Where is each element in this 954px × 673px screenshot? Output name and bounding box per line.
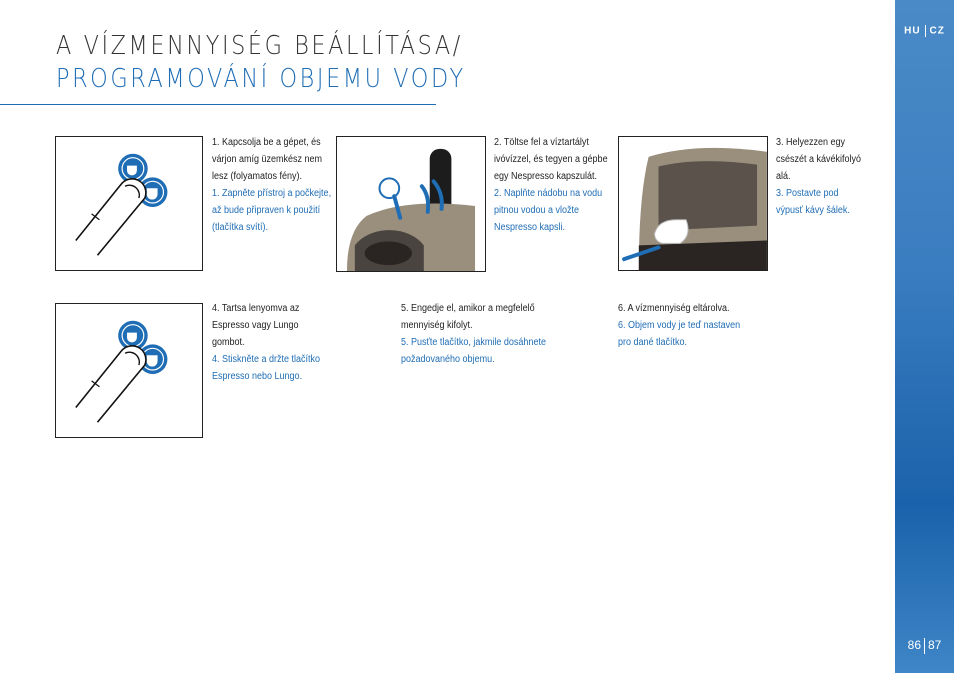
step5-text	[401, 300, 554, 368]
page-numbers	[895, 638, 954, 654]
step1-cz: 1. Zapněte přístroj a počkejte, až bude připraven k použití (tlačítka svítí).	[212, 188, 332, 233]
step2-text	[494, 134, 611, 236]
page-number-right: 87	[928, 638, 942, 653]
step4-hu: 4. Tartsa lenyomva az Espresso vagy Lungo gombot.	[212, 303, 300, 348]
step6-hu: 6. A vízmennyiség eltárolva.	[618, 303, 730, 314]
step3-illustration	[618, 136, 768, 271]
step4-text	[212, 300, 332, 385]
step1-text	[212, 134, 332, 236]
side-tab	[895, 0, 954, 673]
step5-cz: 5. Pusťte tlačítko, jakmile dosáhnete požadovaného objemu.	[401, 337, 546, 365]
step6-text	[618, 300, 744, 351]
lang-cz: CZ	[929, 25, 945, 37]
lang-hu: HU	[904, 25, 921, 37]
finger-press-icon	[56, 304, 202, 437]
page-number-left: 86	[907, 638, 921, 653]
step3-text	[776, 134, 866, 219]
step4-cz: 4. Stiskněte a držte tlačítko Espresso nebo Lungo.	[212, 354, 321, 382]
step2-hu: 2. Töltse fel a víztartályt ivóvízzel, és tegyen a gépbe egy Nespresso kapszulát.	[494, 137, 608, 182]
step1-hu: 1. Kapcsolja be a gépet, és várjon amíg üzemkész nem lesz (folyamatos fény).	[212, 137, 323, 182]
step2-illustration	[336, 136, 486, 272]
machine-capsule-icon	[337, 137, 485, 271]
title-cz: PROGRAMOVÁNÍ OBJEMU VODY	[56, 64, 466, 94]
language-indicator	[895, 25, 954, 37]
cup-under-spout-icon	[619, 137, 767, 270]
page-title	[56, 30, 466, 96]
step3-cz: 3. Postavte pod výpusť kávy šálek.	[776, 188, 850, 216]
step2-cz: 2. Naplňte nádobu na vodu pitnou vodou a vložte Nespresso kapsli.	[494, 188, 603, 233]
step5-hu: 5. Engedje el, amikor a megfelelő mennyiség kifolyt.	[401, 303, 535, 331]
title-underline	[0, 104, 436, 105]
step4-illustration	[55, 303, 203, 438]
finger-press-icon	[56, 137, 202, 270]
step3-hu: 3. Helyezzen egy csészét a kávékifolyó alá.	[776, 137, 862, 182]
step1-illustration	[55, 136, 203, 271]
step6-cz: 6. Objem vody je teď nastaven pro dané tlačítko.	[618, 320, 741, 348]
title-hu: A VÍZMENNYISÉG BEÁLLÍTÁSA/	[56, 31, 463, 61]
